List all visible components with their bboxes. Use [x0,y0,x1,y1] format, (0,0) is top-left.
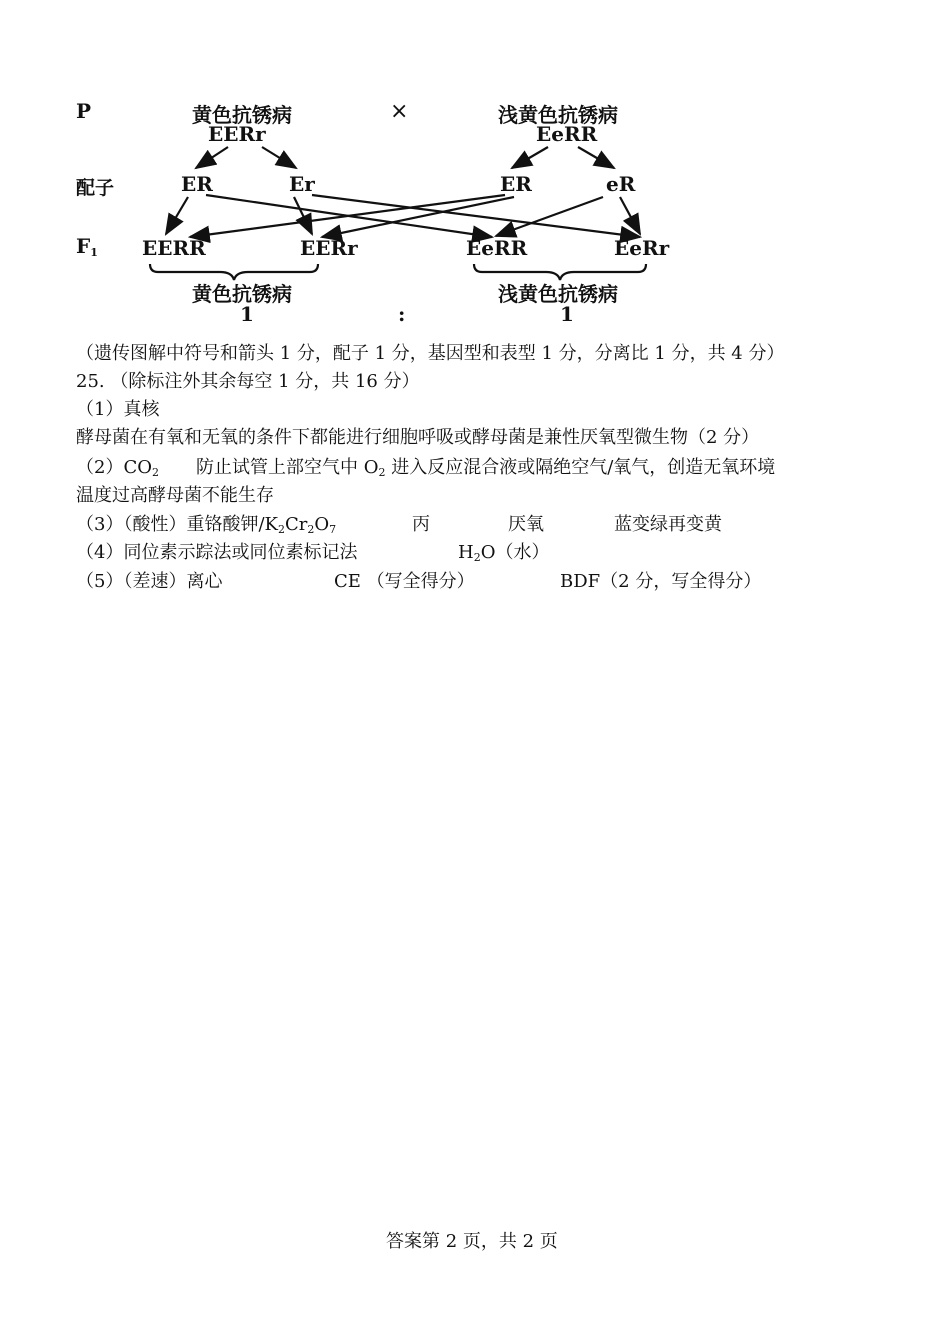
offspring-EeRR: EeRR [466,236,528,260]
gamete-label: 配子 [76,177,115,199]
arrow-p2-g4 [578,147,614,168]
parent1-phenotype: 黄色抗锈病 [192,103,292,127]
q25-heading: 25. （除标注外其余每空 1 分，共 16 分） [76,371,420,392]
answer-1-reason: 酵母菌在有氧和无氧的条件下都能进行细胞呼吸或酵母菌是兼性厌氧型微生物（2 分） [76,427,760,448]
offspring-EERr: EERr [300,236,358,260]
f1-label: $F_1$ [76,234,98,259]
answer-1: （1）真核 [76,399,160,420]
page-footer: 答案第 2 页，共 2 页 [386,1231,558,1252]
answer-2-reason: 防止试管上部空气中 $O_2$ 进入反应混合液或隔绝空气/氧气，创造无氧环境 [196,457,776,479]
gamete-4: eR [606,172,636,196]
gamete-1: ER [181,172,213,196]
offspring-EeRr: EeRr [614,236,670,260]
answer-4: （4）同位素示踪法或同位素标记法 [76,542,358,563]
arrow-p1-g1 [196,147,228,168]
cross-diagram-lines [0,0,950,340]
answer-5-c: BDF（2 分，写全得分） [560,571,762,592]
answer-3-reagent: （3）（酸性）重铬酸钾$/K_2Cr_2O_7$ [76,514,337,536]
arrow-g4-EeRr [620,197,640,234]
answer-4-b: $H_2O$（水） [458,542,550,564]
answer-5: （5）（差速）离心 [76,571,223,592]
arrow-p1-g2 [262,147,296,168]
cross-symbol: × [390,99,409,124]
gamete-3: ER [500,172,532,196]
parent2-phenotype: 浅黄色抗锈病 [498,103,618,127]
answer-2-co2: $(2)CO_2$ [76,457,159,479]
offspring-EERR: EERR [142,236,206,260]
ratio-right: 1 [560,302,574,326]
answer-3-c: 厌氧 [508,514,544,535]
parent1-genotype: EERr [208,122,266,146]
p-label: P [76,99,92,123]
parent2-genotype: EeRR [536,122,598,146]
answer-3-d: 蓝变绿再变黄 [614,514,722,535]
arrow-g2-EERr [294,197,312,234]
gamete-2: Er [289,172,315,196]
answer-2-line2: 温度过高酵母菌不能生存 [76,485,274,506]
arrow-g1-EERR [166,197,188,234]
group2-phenotype: 浅黄色抗锈病 [498,282,618,306]
ratio-colon: : [398,302,406,326]
ratio-left: 1 [240,302,254,326]
group1-phenotype: 黄色抗锈病 [192,282,292,306]
answer-5-b: CE （写全得分） [334,571,475,592]
scoring-note: （遗传图解中符号和箭头 1 分，配子 1 分，基因型和表型 1 分，分离比 1 分，共 4 分） [76,343,785,364]
answer-3-b: 丙 [412,514,430,535]
arrow-p2-g3 [512,147,548,168]
